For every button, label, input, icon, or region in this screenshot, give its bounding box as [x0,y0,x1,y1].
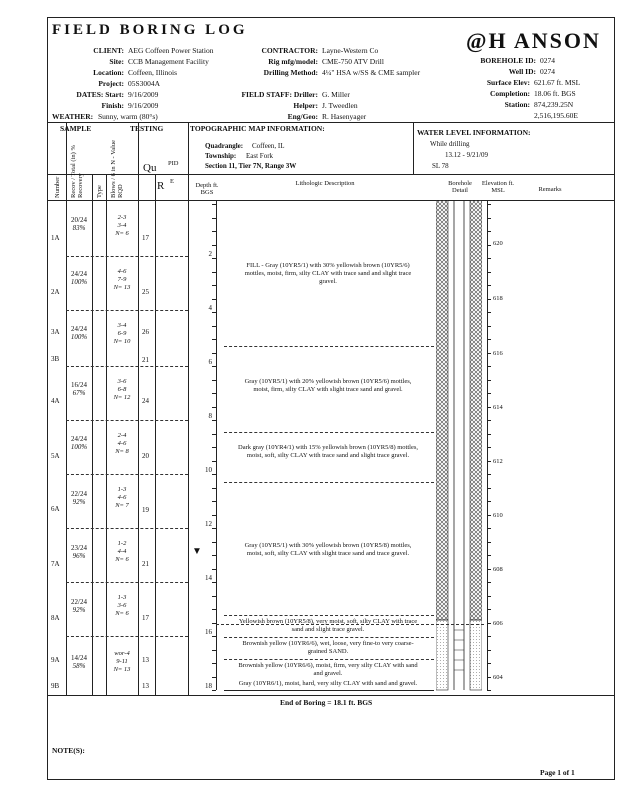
sample-blows: 4-6 7-9 N= 13 [113,268,131,291]
depth-minor-tick [212,231,216,232]
depth-minor-tick [212,542,216,543]
depth-minor-tick [212,501,216,502]
helper-label: Helper: [293,101,318,110]
testing-head: TESTING [130,124,164,133]
depth-tick: 6 [208,358,212,366]
location-label: Location: [93,68,124,77]
township-value: East Fork [246,152,274,160]
depth-minor-tick [212,528,216,529]
depth-minor-tick [212,650,216,651]
water-level-marker-icon: ▼ [192,546,202,557]
borehole-diagram [436,200,482,692]
depth-minor-tick [212,366,216,367]
sample-qu: 25 [142,288,149,296]
notes-label: NOTE(S): [52,746,85,755]
station-label: Station: [504,100,530,109]
sample-divider [66,256,188,257]
depth-minor-tick [212,555,216,556]
elev-tick: 610 [493,512,503,519]
depth-minor-tick [212,569,216,570]
elev-tick: 618 [493,295,503,302]
depth-minor-tick [212,582,216,583]
borehole-value: 0274 [540,56,555,65]
depth-minor-tick [212,272,216,273]
quad-value: Coffeen, IL [252,142,285,150]
company-logo: @H ANSON [466,28,601,53]
sample-divider [66,528,188,529]
depth-minor-tick [212,690,216,691]
elev-tick: 606 [493,620,503,627]
col-lith: Lithologic Description [295,180,355,187]
sample-blows: 1-3 3-6 N= 6 [115,594,129,617]
depth-tick: 14 [205,574,212,582]
site-label: Site: [109,57,124,66]
sample-recovery: 23/24 96% [71,544,87,560]
depth-minor-tick [212,677,216,678]
sample-head: SAMPLE [60,124,92,133]
lith-desc: Dark gray (10YR4/1) with 15% yellowish brown (10YR5/8) mottles, moist, soft, silty CLAY with trace sand and slight trace gravel. [238,444,418,459]
elev-tick: 612 [493,458,503,465]
col-divider [188,122,189,695]
eng-value: R. Hasenyager [322,112,367,121]
col-qu: Qu [143,162,157,174]
depth-minor-tick [212,515,216,516]
col-divider [92,174,93,695]
depth-minor-tick [212,218,216,219]
sample-id: 9A [51,656,60,664]
depth-minor-tick [212,353,216,354]
lith-boundary [224,637,434,638]
sample-recovery: 14/24 58% [71,654,87,670]
sample-blows: 2-3 3-4 N= 6 [115,214,129,237]
depth-minor-tick [212,326,216,327]
finish-label: Finish: [101,101,124,110]
township-label: Township: [205,152,237,160]
sample-divider [66,366,188,367]
depth-minor-tick [212,474,216,475]
sample-blows: 2-4 4-6 N= 8 [115,432,129,455]
sample-id: 2A [51,288,60,296]
header-divider [47,122,615,123]
depth-tick: 16 [205,628,212,636]
sample-qu: 24 [142,397,149,405]
lith-desc: Gray (10YR5/1) with 30% yellowish brown (10YR5/8) mottles, moist, soft, silty CLAY with slight trace sand and trace gravel. [244,542,412,557]
depth-minor-tick [212,339,216,340]
lith-boundary [224,659,434,660]
depth-tick: 4 [208,304,212,312]
col-divider [413,122,414,174]
sample-recovery: 24/24 100% [70,435,88,451]
station-e-value: 2,516,195.60E [534,111,578,120]
rig-value: CME-750 ATV Drill [322,57,384,66]
water-head: WATER LEVEL INFORMATION: [417,128,531,137]
depth-minor-tick [212,636,216,637]
driller-label: FIELD STAFF: Driller: [241,90,318,99]
depth-minor-tick [212,380,216,381]
sample-blows: 3-4 6-9 N= 10 [113,322,131,345]
sample-blows: wor-4 9-11 N= 13 [113,650,131,673]
eng-label: Eng/Geo: [287,112,318,121]
quad-label: Quadrangle: [205,142,244,150]
sample-id: 9B [51,682,60,690]
sample-divider [66,474,188,475]
water-line3: SL 78 [432,162,449,170]
elev-tick: 620 [493,240,503,247]
sample-recovery: 20/24 83% [71,216,87,232]
sample-divider [66,310,188,311]
location-value: Coffeen, Illinois [128,68,178,77]
section-label: Section 11, Tier 7N, Range 3W [205,162,297,170]
sample-qu: 13 [142,656,149,664]
sample-qu: 26 [142,328,149,336]
weather-label: WEATHER: [52,112,94,121]
completion-value: 18.06 ft. BGS [534,89,576,98]
lith-desc: Gray (10YR5/1) with 20% yellowish brown (10YR5/6) mottles, moist, firm, silty CLAY with slight trace sand and gravel. [244,378,412,393]
sample-qu: 19 [142,506,149,514]
lith-boundary [224,432,434,433]
col-elev: Elevation ft. MSL [481,180,515,194]
depth-minor-tick [212,434,216,435]
depth-minor-tick [212,312,216,313]
contractor-value: Layne-Western Co [322,46,379,55]
well-label: Well ID: [508,67,536,76]
elev-tick: 616 [493,350,503,357]
elev-tick: 608 [493,566,503,573]
col-pid: PID [168,160,179,167]
completion-label: Completion: [490,89,530,98]
col-type: Type [96,185,103,198]
col-recov: Recov / Total (in) % Recovery [70,145,84,198]
sample-id: 8A [51,614,60,622]
sample-recovery: 16/24 67% [71,381,87,397]
sample-id: 4A [51,397,60,405]
sample-id: 5A [51,452,60,460]
water-line1: While drilling [430,140,470,148]
sample-blows: 1-3 4-6 N= 7 [115,486,129,509]
helper-value: J. Tweedlen [322,101,358,110]
project-value: 05S3004A [128,79,161,88]
sample-recovery: 22/24 92% [71,490,87,506]
sample-id: 6A [51,505,60,513]
elev-tick: 614 [493,404,503,411]
depth-tick: 2 [208,250,212,258]
depth-minor-tick [212,420,216,421]
lith-desc: Gray (10YR6/1), moist, hard, very silty CLAY with sand and gravel. [238,680,418,687]
elev-axis [487,200,488,690]
sample-divider [66,582,188,583]
form-title: FIELD BORING LOG [52,22,248,38]
well-value: 0274 [540,67,555,76]
depth-minor-tick [212,204,216,205]
drilling-label: Drilling Method: [263,68,318,77]
sample-divider [66,636,188,637]
elev-tick: 604 [493,674,503,681]
site-value: CCB Management Facility [128,57,209,66]
depth-minor-tick [212,285,216,286]
topo-head: TOPOGRAPHIC MAP INFORMATION: [190,124,325,133]
col-depth: Depth ft. BGS [195,182,219,196]
dates-label: DATES: Start: [76,90,124,99]
weather-value: Sunny, warm (80°s) [98,112,158,121]
sample-qu: 20 [142,452,149,460]
col-divider [138,122,139,695]
sample-divider [66,420,188,421]
surface-value: 621.67 ft. MSL [534,78,581,87]
station-n-value: 874,239.25N [534,100,574,109]
sample-blows: 3-6 6-8 N= 12 [113,378,131,401]
sample-recovery: 22/24 92% [71,598,87,614]
end-of-boring: End of Boring = 18.1 ft. BGS [280,698,373,707]
depth-minor-tick [212,245,216,246]
colhead-bottom [47,200,615,201]
driller-value: G. Miller [322,90,350,99]
depth-minor-tick [212,299,216,300]
depth-tick: 12 [205,520,212,528]
depth-minor-tick [212,609,216,610]
sample-qu: 21 [142,560,149,568]
client-label: CLIENT: [93,46,124,55]
lith-desc: Brownish yellow (10YR6/6), wet, loose, very fine-to very coarse-grained SAND. [242,640,414,655]
drilling-value: 4¼" HSA w/SS & CME sampler [322,68,421,77]
sample-recovery: 24/24 100% [70,270,88,286]
sample-id: 3A [51,328,60,336]
sample-qu: 17 [142,614,149,622]
project-label: Project: [98,79,124,88]
client-value: AEG Coffeen Power Station [128,46,214,55]
finish-value: 9/16/2009 [128,101,159,110]
lith-desc: FILL - Gray (10YR5/1) with 30% yellowish brown (10YR5/6) mottles, moist, firm, silty CLAY with trace sand and slight trace gravel. [244,262,412,285]
depth-minor-tick [212,407,216,408]
depth-minor-tick [212,447,216,448]
depth-tick: 8 [208,412,212,420]
contractor-label: CONTRACTOR: [261,46,318,55]
page-number: Page 1 of 1 [540,768,575,777]
start-value: 9/16/2009 [128,90,159,99]
lith-bottom [224,690,434,691]
sample-qu: 21 [142,356,149,364]
lith-boundary [224,346,434,347]
depth-minor-tick [212,258,216,259]
col-e-label: E [170,178,174,185]
col-r-label: R [157,180,165,192]
table-bottom [47,695,615,696]
col-remarks: Remarks [538,186,562,193]
rig-label: Rig mfg/model: [268,57,318,66]
elev-minor-tick [487,690,491,691]
sample-id: 1A [51,234,60,242]
depth-tick: 10 [205,466,212,474]
water-line2: 13.12 - 9/21/09 [445,151,488,159]
sample-id: 3B [51,355,60,363]
water-level-line [216,624,484,625]
depth-tick: 18 [205,682,212,690]
sample-qu: 13 [142,682,149,690]
lith-boundary [224,615,434,616]
col-divider [155,174,156,695]
lith-desc: Yellowish brown (10YR5/8), very moist, soft, silty CLAY with trace sand and slight trace gravel. [238,618,418,633]
lith-boundary [224,482,434,483]
col-blows: Blows / 6 in N - Value RQD [110,139,124,198]
lith-desc: Brownish yellow (10YR6/6), moist, firm, very silty CLAY with sand and gravel. [238,662,418,677]
sample-recovery: 24/24 100% [70,325,88,341]
col-number: Number [54,176,61,198]
depth-minor-tick [212,488,216,489]
depth-minor-tick [212,461,216,462]
depth-minor-tick [212,596,216,597]
borehole-label: BOREHOLE ID: [480,56,536,65]
col-borehole: Borehole Detail [448,180,472,194]
sample-blows: 1-2 4-4 N= 6 [115,540,129,563]
depth-axis [216,200,217,690]
colhead-top [47,174,615,175]
sample-qu: 17 [142,234,149,242]
depth-minor-tick [212,663,216,664]
surface-label: Surface Elev: [486,78,530,87]
sample-id: 7A [51,560,60,568]
depth-minor-tick [212,393,216,394]
